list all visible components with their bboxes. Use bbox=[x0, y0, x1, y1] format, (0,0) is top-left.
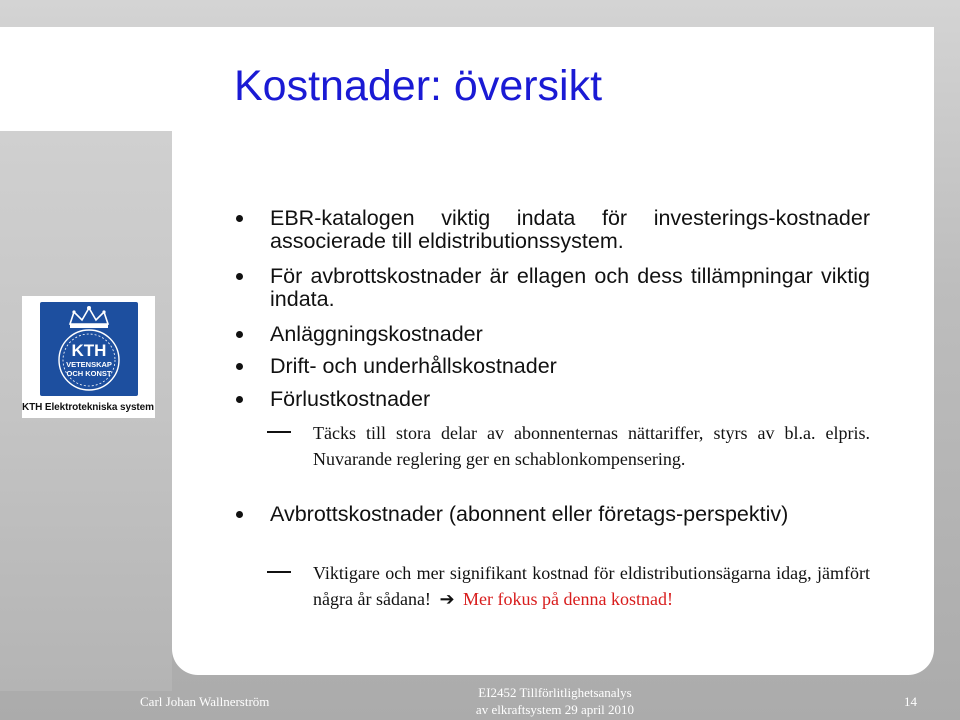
bullet-dot bbox=[236, 331, 243, 338]
bullet-text: Anläggningskostnader bbox=[270, 322, 483, 346]
bullet-item bbox=[270, 503, 870, 526]
bullet-item bbox=[270, 207, 870, 253]
slide-title: Kostnader: översikt bbox=[234, 62, 603, 110]
kth-logo bbox=[22, 296, 155, 418]
footer-course-line1: EI2452 Tillförlitlighetsanalys bbox=[478, 685, 632, 700]
highlight-text: Mer fokus på denna kostnad! bbox=[463, 589, 673, 609]
sub-bullet-item bbox=[313, 560, 870, 612]
kth-crown-seal-icon bbox=[40, 302, 138, 396]
sub-bullet-dash bbox=[267, 431, 291, 433]
bullet-item bbox=[270, 355, 870, 378]
footer-author: Carl Johan Wallnerström bbox=[140, 694, 270, 709]
bullet-item bbox=[270, 265, 870, 311]
bullet-item bbox=[270, 323, 870, 346]
sub-bullet-dash bbox=[267, 571, 291, 573]
bullet-item bbox=[270, 388, 870, 411]
bullet-dot bbox=[236, 215, 243, 222]
bullet-dot bbox=[236, 511, 243, 518]
svg-text:KTH: KTH bbox=[71, 341, 107, 360]
arrow-right-icon: ➔ bbox=[439, 589, 455, 609]
bullet-text: EBR-katalogen viktig indata för investerings-kostnader associerade till eldistributionssystem. bbox=[270, 206, 870, 253]
sub-bullet-text: Viktigare och mer signifikant kostnad för eldistributionsägarna idag, jämfört några år sådana! bbox=[313, 563, 870, 609]
bullet-dot bbox=[236, 396, 243, 403]
page-number: 14 bbox=[904, 694, 917, 709]
footer-course bbox=[440, 684, 670, 718]
bullet-text: Drift- och underhållskostnader bbox=[270, 354, 557, 378]
sub-bullet-item bbox=[313, 420, 870, 472]
kth-logo-emblem bbox=[40, 302, 138, 396]
bullet-text: Förlustkostnader bbox=[270, 387, 431, 411]
bullet-dot bbox=[236, 363, 243, 370]
svg-text:OCH KONST: OCH KONST bbox=[66, 369, 112, 378]
logo-caption: KTH Elektrotekniska system bbox=[22, 402, 154, 413]
bullet-dot bbox=[236, 273, 243, 280]
bullet-text: För avbrottskostnader är ellagen och dess tillämpningar viktig indata. bbox=[270, 264, 870, 311]
sub-bullet-text: Täcks till stora delar av abonnenternas nättariffer, styrs av bl.a. elpris. Nuvarande reglering ger en schablonkompensering. bbox=[313, 423, 870, 469]
bullet-text: Avbrottskostnader (abonnent eller företags-perspektiv) bbox=[270, 502, 789, 526]
footer-course-line2: av elkraftsystem 29 april 2010 bbox=[475, 702, 635, 717]
svg-text:VETENSKAP: VETENSKAP bbox=[66, 360, 112, 369]
